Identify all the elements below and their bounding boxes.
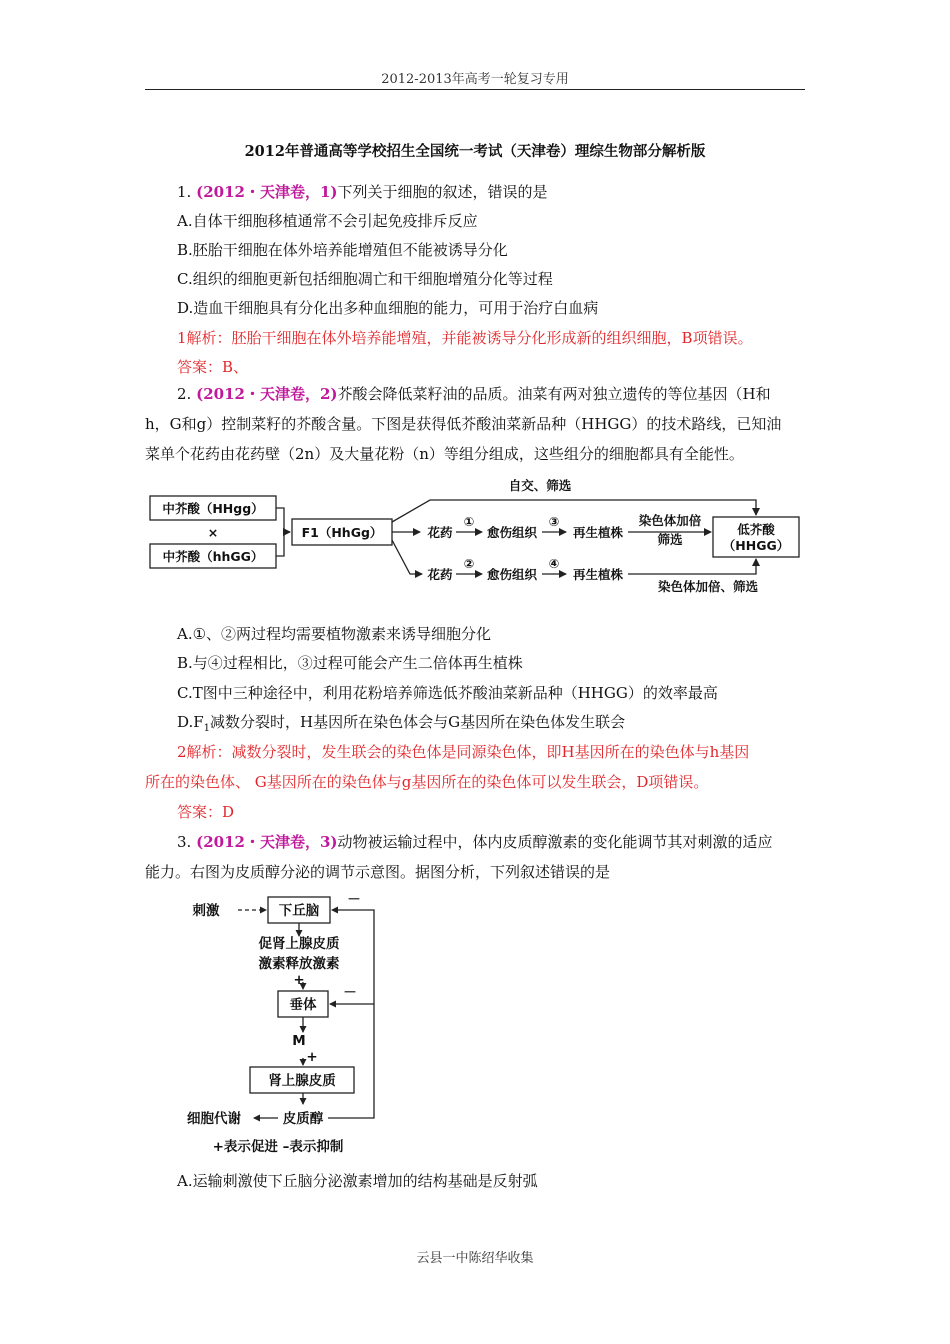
page-header: 2012-2013年高考一轮复习专用	[381, 72, 569, 87]
q2-option-a: A.①、②两过程均需要植物激素来诱导细胞分化	[177, 625, 492, 643]
cross-bracket	[276, 508, 284, 556]
minus-sign-2: －	[343, 985, 357, 1001]
anther-path-lower	[392, 540, 422, 574]
step-2-label: ②	[463, 556, 475, 571]
plus-sign-1: +	[293, 972, 305, 988]
breeding-pathway-diagram	[140, 474, 820, 602]
q3-option-a: A.运输刺激使下丘脑分泌激素增加的结构基础是反射弧	[177, 1172, 538, 1190]
plant-label-upper: 再生植株	[572, 525, 624, 540]
selfing-label: 自交、筛选	[508, 478, 572, 493]
m-hormone-label: M	[292, 1033, 306, 1049]
q2-number: 2.	[177, 385, 192, 403]
result-label-1: 低芥酸	[737, 522, 775, 537]
parent1-label: 中芥酸（HHgg）	[162, 501, 264, 516]
step-1-label: ①	[463, 514, 475, 529]
q3-stem-line-2: 能力。右图为皮质醇分泌的调节示意图。据图分析，下列叙述错误的是	[145, 863, 611, 881]
q2-analysis-line-2: 所在的染色体、 G基因所在的染色体与g基因所在的染色体可以发生联会，D项错误。	[145, 773, 709, 791]
document-title: 2012年普通高等学校招生全国统一考试（天津卷）理综生物部分解析版	[244, 143, 706, 160]
q3-source: (2012・天津卷，3)	[196, 833, 338, 851]
screening-label: 筛选	[657, 532, 683, 547]
callus-label-upper: 愈伤组织	[486, 525, 538, 540]
anther-label-lower: 花药	[427, 567, 453, 582]
q3-stem	[177, 831, 773, 853]
cortisol-label: 皮质醇	[282, 1111, 324, 1127]
q2-stem	[177, 383, 771, 405]
stimulus-label: 刺激	[192, 903, 220, 919]
step-4-label: ④	[548, 556, 560, 571]
q1-answer: 答案：B、	[177, 358, 249, 376]
anther-label-upper: 花药	[427, 525, 453, 540]
cortisol-regulation-diagram	[178, 892, 398, 1162]
doubling-screening-label: 染色体加倍、筛选	[657, 579, 759, 594]
pituitary-label: 垂体	[289, 997, 317, 1013]
diagram-legend: +表示促进 –表示抑制	[212, 1139, 344, 1155]
q2-option-b: B.与④过程相比，③过程可能会产生二倍体再生植株	[177, 654, 523, 672]
q1-analysis: 1解析：胚胎干细胞在体外培养能增殖，并能被诱导分化形成新的组织细胞，B项错误。	[177, 329, 753, 347]
f1-label: F1（HhGg）	[301, 525, 383, 540]
adrenal-label: 肾上腺皮质	[268, 1073, 336, 1089]
q1-option-b: B.胚胎干细胞在体外培养能增殖但不能被诱导分化	[177, 241, 508, 259]
page-footer: 云县一中陈绍华收集	[416, 1251, 534, 1266]
q1-number: 1.	[177, 183, 192, 201]
header-divider	[145, 89, 805, 90]
crh-label-2: 激素释放激素	[258, 956, 340, 972]
result-label-2: （HHGG）	[722, 538, 790, 553]
q2-stem-line-3: 菜单个花药由花药壁（2n）及大量花粉（n）等组分组成，这些组分的细胞都具有全能性。	[145, 445, 744, 463]
selfing-path	[392, 500, 756, 522]
plant-label-lower: 再生植株	[572, 567, 624, 582]
callus-label-lower: 愈伤组织	[486, 567, 538, 582]
q3-stem-line-1: 动物被运输过程中，体内皮质醇激素的变化能调节其对刺激的适应	[337, 833, 773, 851]
doubling-label: 染色体加倍	[638, 513, 702, 528]
q2-analysis-line-1: 2解析：减数分裂时，发生联会的染色体是同源染色体，即H基因所在的染色体与h基因	[177, 743, 750, 761]
plus-sign-2: +	[306, 1049, 318, 1065]
q2-stem-line-1: 芥酸会降低菜籽油的品质。油菜有两对独立遗传的等位基因（H和	[337, 385, 771, 403]
parent2-label: 中芥酸（hhGG）	[162, 549, 264, 564]
q1-option-a: A.自体干细胞移植通常不会引起免疫排斥反应	[177, 212, 478, 230]
q2-option-c: C.T图中三种途径中，利用花粉培养筛选低芥酸油菜新品种（HHGG）的效率最高	[177, 684, 718, 702]
hypothalamus-label: 下丘脑	[278, 903, 320, 919]
cross-symbol: ×	[207, 525, 219, 540]
minus-sign-1: －	[347, 892, 361, 908]
q2-stem-line-2: h，G和g）控制菜籽的芥酸含量。下图是获得低芥酸油菜新品种（HHGG）的技术路线，已知油	[145, 415, 782, 433]
crh-label-1: 促肾上腺皮质	[258, 936, 340, 952]
q2-answer: 答案：D	[177, 803, 235, 821]
q2-source: (2012・天津卷，2)	[196, 385, 338, 403]
q2-option-d: $D.F_1$减数分裂时，H基因所在染色体会与G基因所在染色体发生联会	[177, 713, 626, 734]
metabolism-label: 细胞代谢	[187, 1111, 241, 1127]
q1-option-d: D.造血干细胞具有分化出多种血细胞的能力，可用于治疗白血病	[177, 299, 599, 317]
q1-stem	[177, 181, 548, 203]
q1-source: (2012・天津卷，1)	[196, 183, 338, 201]
q1-stem-text: 下列关于细胞的叙述，错误的是	[337, 183, 548, 201]
q3-number: 3.	[177, 833, 192, 851]
q1-option-c: C.组织的细胞更新包括细胞凋亡和干细胞增殖分化等过程	[177, 270, 553, 288]
step-3-label: ③	[548, 514, 560, 529]
